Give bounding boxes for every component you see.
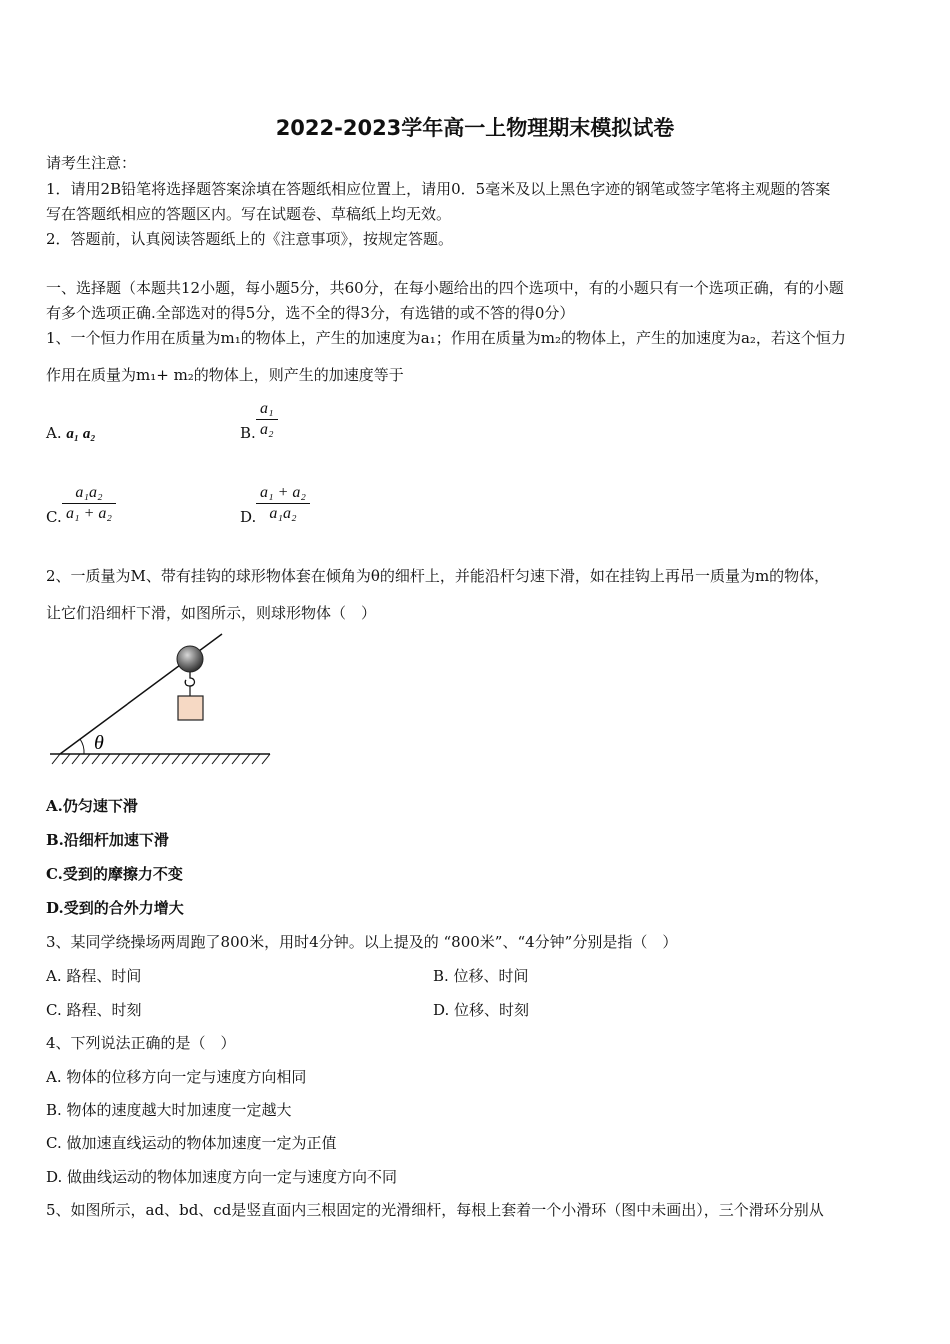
question-1-stem-line-2: 作用在质量为m₁+ m₂的物体上，则产生的加速度等于 (46, 366, 404, 384)
q3-option-a: A. 路程、时间 (46, 967, 142, 985)
q4-option-d: D. 做曲线运动的物体加速度方向一定与速度方向不同 (46, 1168, 398, 1186)
q1-option-c-numerator: a₁a₂ (75, 484, 103, 501)
q1-option-c-denominator: a₁ + a₂ (66, 505, 112, 522)
hook (185, 672, 194, 686)
q4-option-b: B. 物体的速度越大时加速度一定越大 (46, 1101, 292, 1119)
notice-line-2: 写在答题纸相应的答题区内。写在试题卷、草稿纸上均无效。 (46, 205, 452, 223)
page-title: 2022-2023学年高一上物理期末模拟试卷 (275, 116, 675, 140)
angle-arc (80, 739, 84, 754)
q1-option-a-expr: a₁ a₂ (66, 426, 96, 442)
q2-option-b: B.沿细杆加速下滑 (46, 831, 169, 849)
question-4-stem: 4、下列说法正确的是（ ） (46, 1034, 236, 1052)
q3-option-d: D. 位移、时刻 (433, 1001, 530, 1019)
hanging-block (178, 696, 203, 720)
q1-option-b-numerator: a₁ (260, 400, 274, 417)
q1-option-a (46, 424, 96, 443)
q1-option-d-numerator: a₁ + a₂ (260, 484, 306, 501)
question-5-stem: 5、如图所示，ad、bd、cd是竖直面内三根固定的光滑细杆，每根上套着一个小滑环（图中未画出），三个滑环分别从 (46, 1201, 824, 1219)
q2-option-a: A.仍匀速下滑 (46, 797, 138, 815)
q4-option-c: C. 做加速直线运动的物体加速度一定为正值 (46, 1134, 337, 1152)
notice-line-1: 1．请用2B铅笔将选择题答案涂填在答题纸相应位置上，请用0．5毫米及以上黑色字迹的钢笔或签字笔将主观题的答案 (46, 180, 831, 198)
q1-option-a-label: A. (46, 424, 62, 442)
question-2-stem-line-1: 2、一质量为M、带有挂钩的球形物体套在倾角为θ的细杆上，并能沿杆匀速下滑，如在挂钩上再吊一质量为m的物体， (46, 567, 830, 585)
q1-option-b-denominator: a₂ (260, 421, 274, 438)
q1-option-b-fraction (256, 400, 278, 439)
angle-theta-label: θ (94, 732, 104, 754)
notice-line-3: 2．答题前，认真阅读答题纸上的《注意事项》，按规定答题。 (46, 230, 454, 248)
question-3-stem: 3、某同学绕操场两周跑了800米，用时4分钟。以上提及的 “800米”、“4分钟”分别是指（ ） (46, 933, 678, 951)
ball (177, 646, 203, 672)
q1-option-d-label: D. (240, 508, 257, 526)
q4-option-a: A. 物体的位移方向一定与速度方向相同 (46, 1068, 307, 1086)
q1-option-d-denominator: a₁a₂ (269, 505, 297, 522)
q3-option-b: B. 位移、时间 (433, 967, 529, 985)
section-instructions-line-2: 有多个选项正确.全部选对的得5分，选不全的得3分，有选错的或不答的得0分） (46, 304, 575, 322)
q2-option-d: D.受到的合外力增大 (46, 899, 184, 917)
notice-heading: 请考生注意： (46, 154, 137, 172)
q1-option-c-fraction (62, 484, 116, 523)
q1-option-c-label: C. (46, 508, 62, 526)
ground-hatching (52, 754, 270, 764)
q2-option-c: C.受到的摩擦力不变 (46, 865, 183, 883)
q1-option-d-fraction (256, 484, 310, 523)
q3-option-c: C. 路程、时刻 (46, 1001, 142, 1019)
section-instructions-line-1: 一、选择题（本题共12小题，每小题5分，共60分，在每小题给出的四个选项中，有的小题只有一个选项正确，有的小题 (46, 279, 844, 297)
question-2-stem-line-2: 让它们沿细杆下滑，如图所示，则球形物体（ ） (46, 604, 377, 622)
q1-option-b-label: B. (240, 424, 256, 442)
incline-rod-figure (46, 632, 276, 772)
question-1-stem-line-1: 1、一个恒力作用在质量为m₁的物体上，产生的加速度为a₁；作用在质量为m₂的物体上，产生的加速度为a₂，若这个恒力 (46, 329, 846, 347)
